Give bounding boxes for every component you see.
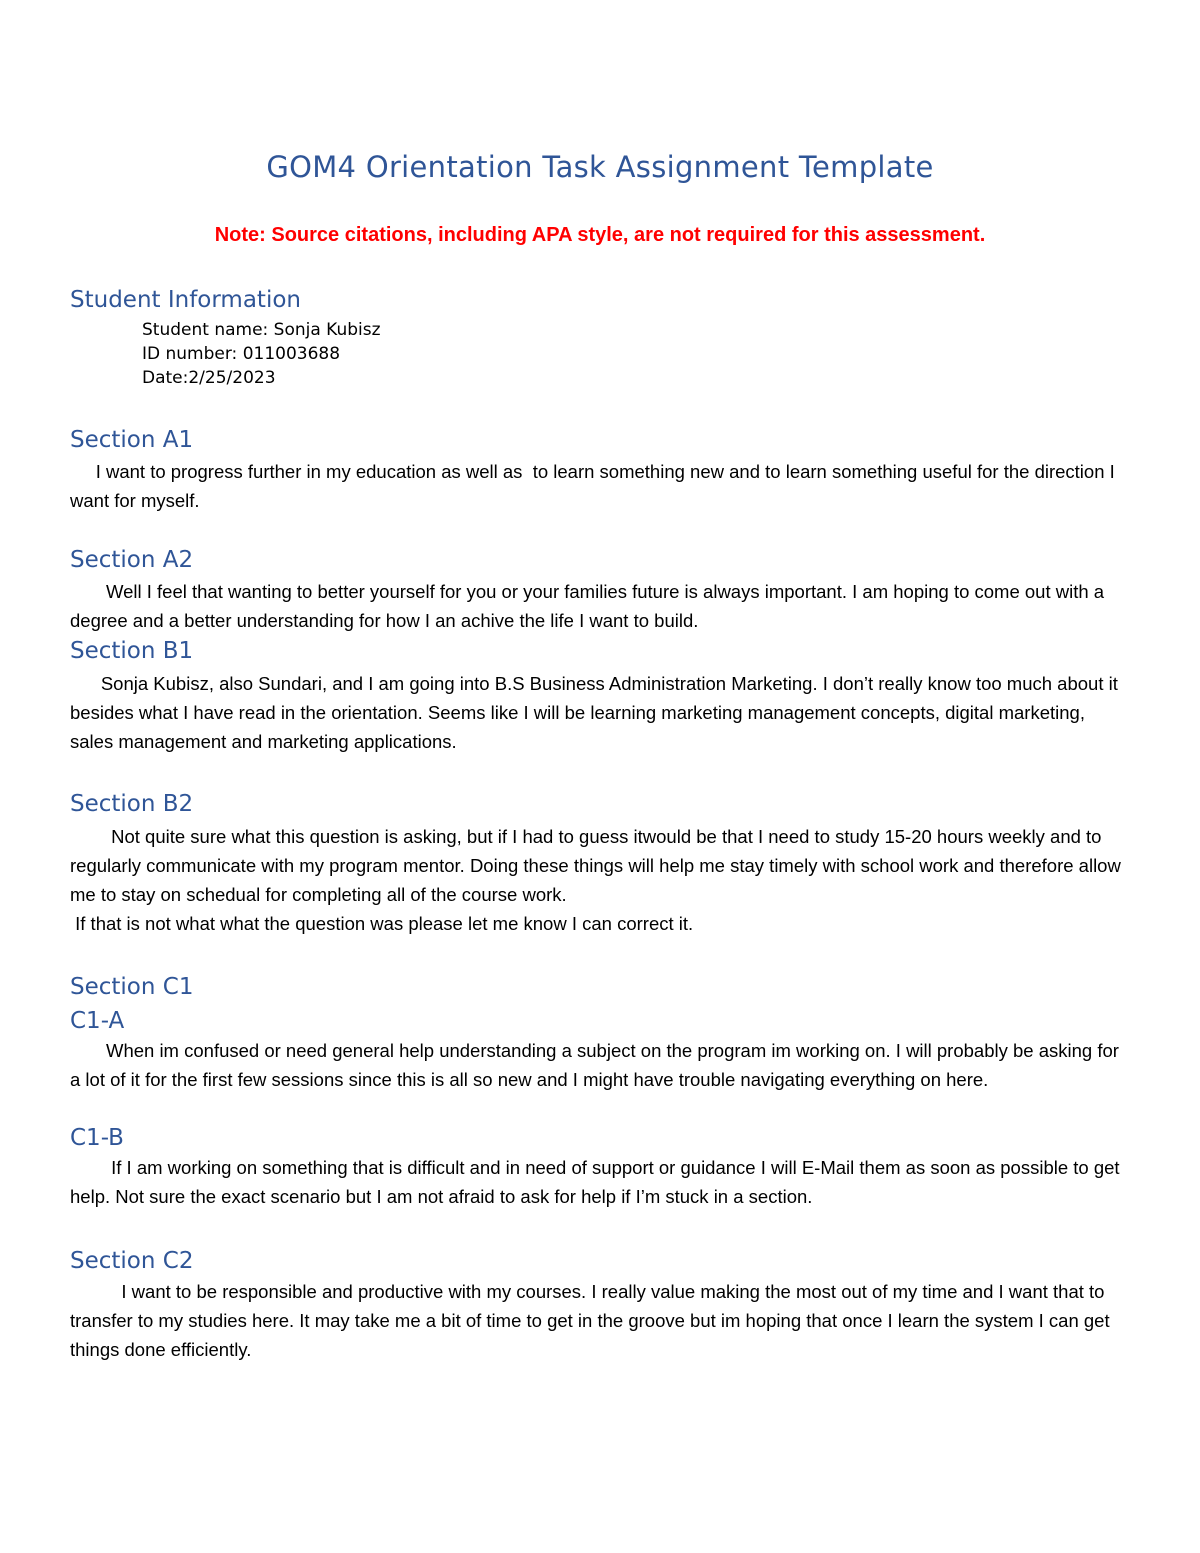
section-c1b-text: If I am working on something that is difficult and in need of support or guidance I will E-Mail them as soon as possible to get help. Not sure the exact scenario but I am not afraid to ask for help if I’m stuck in a section. [70,1157,1125,1207]
student-information-heading: Student Information [70,287,301,313]
section-c1a-heading: C1-A [70,1008,125,1034]
section-c1-heading: Section C1 [70,974,194,1000]
section-c2-text: I want to be responsible and productive with my courses. I really value making the most out of my time and I want that to transfer to my studies here. It may take me a bit of time to get in the groove but im hoping that once I learn the system I can get things done efficiently. [70,1281,1115,1360]
student-date-line: Date:2/25/2023 [142,368,276,388]
section-c2-heading: Section C2 [70,1248,194,1274]
section-c1b-heading: C1-B [70,1125,124,1151]
section-b2-heading: Section B2 [70,791,194,817]
section-b1-text: Sonja Kubisz, also Sundari, and I am going into B.S Business Administration Marketing. I don’t really know too much about it besides what I have read in the orientation. Seems like I will be learning marketing management concepts, digital marketing, sales management and marketing applications. [70,673,1124,752]
section-c1a-text: When im confused or need general help understanding a subject on the program im working on. I will probably be asking for a lot of it for the first few sessions since this is all so new and I might have trouble navigating everything on here. [70,1040,1125,1090]
section-a2-text: Well I feel that wanting to better yourself for you or your families future is always important. I am hoping to come out with a degree and a better understanding for how I an achive the life I want to build. [70,581,1110,631]
section-a1-heading: Section A1 [70,427,194,453]
section-b2-text: Not quite sure what this question is asking, but if I had to guess itwould be that I need to study 15-20 hours weekly and to regularly communicate with my program mentor. Doing these things will help me stay timely with school work and therefore allow me to stay on schedual for completing all of the course work. If that is not what what the question was please let me know I can correct it. [70,826,1121,934]
section-a2-heading: Section A2 [70,547,194,573]
document-title: GOM4 Orientation Task Assignment Template [266,150,934,184]
assessment-note: Note: Source citations, including APA style, are not required for this assessment. [214,224,986,246]
student-id-line: ID number: 011003688 [142,344,341,364]
student-name-line: Student name: Sonja Kubisz [142,320,381,340]
section-b1-heading: Section B1 [70,638,194,664]
section-a1-text: I want to progress further in my education as well as to learn something new and to learn something useful for the direction I want for myself. [70,461,1120,511]
